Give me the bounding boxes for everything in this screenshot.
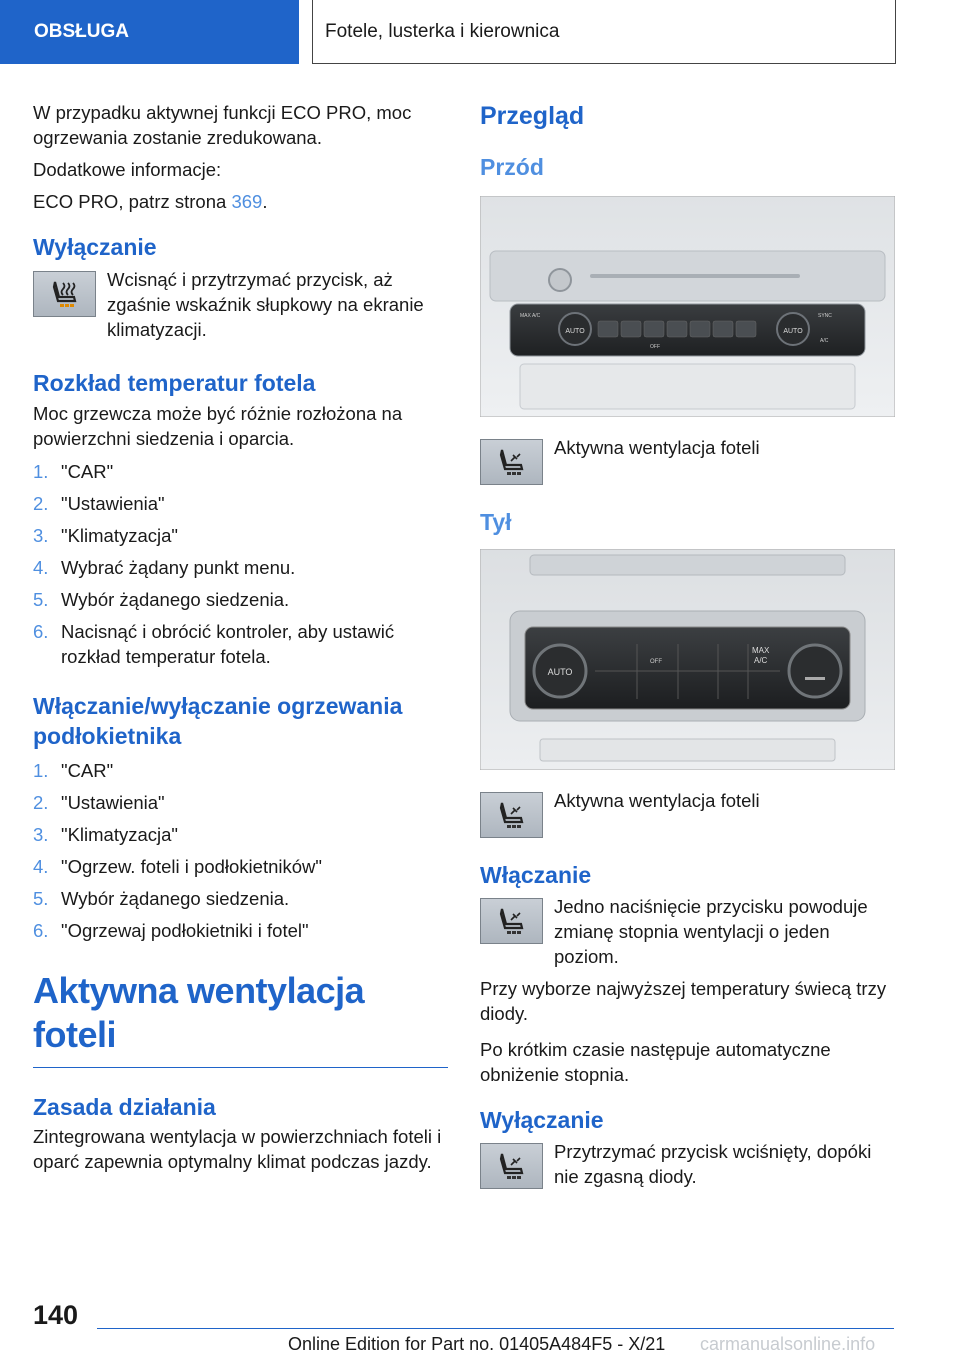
ventilation-on-heading: Włączanie <box>480 862 592 888</box>
watermark: carmanualsonline.info <box>700 1334 876 1354</box>
chapter-header <box>312 0 896 64</box>
heating-off-block <box>33 267 448 342</box>
front-caption: Aktywna wentylacja foteli <box>554 437 760 458</box>
list-item: 1. "CAR" <box>33 461 114 482</box>
front-off-label: OFF <box>650 344 660 350</box>
list-item: 3. "Klimatyzacja" <box>33 525 178 546</box>
rear-auto-knob-label: AUTO <box>547 667 573 677</box>
list-item: 4. "Ogrzew. foteli i podłokietników" <box>33 856 322 877</box>
front-heading: Przód <box>480 154 544 180</box>
ventilation-max-text: Przy wyborze najwyższej temperatury świecą trzy diody. <box>480 978 887 1024</box>
seat-ventilation-icon <box>480 439 543 485</box>
list-item: 6. "Ogrzewaj podłokietniki i fotel" <box>33 920 309 941</box>
list-item: 3. "Klimatyzacja" <box>33 824 178 845</box>
footer-divider <box>97 1328 894 1329</box>
front-caption-block <box>480 435 898 487</box>
list-item: 4. Wybrać żądany punkt menu. <box>33 557 296 578</box>
front-max-ac-label: MAX A/C <box>520 313 541 319</box>
list-item: 6. Nacisnąć i obrócić kontroler, aby ustawić rozkład temperatur fotela. <box>33 621 395 667</box>
seat-ventilation-icon <box>480 792 543 838</box>
front-ac-label: A/C <box>820 338 829 344</box>
list-item: 1. "CAR" <box>33 760 114 781</box>
list-item: 2. "Ustawienia" <box>33 493 165 514</box>
edition-note: Online Edition for Part no. 01405A484F5 - X/21 <box>288 1334 666 1354</box>
ventilation-off-text: Przytrzymać przycisk wciśnięty, dopóki nie zgasną diody. <box>554 1141 872 1187</box>
active-ventilation-heading: Aktywna wentylacja foteli <box>33 970 365 1055</box>
list-item: 5. Wybór żądanego siedzenia. <box>33 888 290 909</box>
armrest-heating-steps <box>33 758 448 943</box>
page-link-369[interactable]: 369 <box>231 191 263 212</box>
front-sync-label: SYNC <box>818 313 832 319</box>
list-item: 5. Wybór żądanego siedzenia. <box>33 589 290 610</box>
overview-heading: Przegląd <box>480 102 585 130</box>
seat-ventilation-icon <box>480 898 543 944</box>
heating-off-heading: Wyłączanie <box>33 234 157 260</box>
principle-text: Zintegrowana wentylacja w powierzchniach foteli i oparć zapewnia optymalny klimat podczas jazdy. <box>33 1126 442 1172</box>
principle-heading: Zasada działania <box>33 1094 216 1120</box>
rear-climate-panel-photo <box>480 549 895 770</box>
ventilation-on-block <box>480 894 898 969</box>
eco-pro-note: W przypadku aktywnej funkcji ECO PRO, moc ogrzewania zostanie zredukowana. <box>33 102 412 148</box>
rear-caption-block <box>480 788 898 840</box>
front-auto-right: AUTO <box>783 328 803 335</box>
front-climate-panel-photo <box>480 196 895 417</box>
section-divider <box>33 1067 448 1068</box>
ventilation-on-text: Jedno naciśnięcie przycisku powoduje zmianę stopnia wentylacji o jeden poziom. <box>554 896 868 967</box>
rear-max-label: MAX <box>752 646 770 655</box>
ventilation-auto-text: Po krótkim czasie następuje automatyczne obniżenie stopnia. <box>480 1039 831 1085</box>
temperature-distribution-heading: Rozkład temperatur fotela <box>33 370 316 396</box>
seat-ventilation-icon <box>480 1143 543 1189</box>
armrest-heating-heading: Włączanie/wyłączanie ogrzewania podłokietnika <box>33 693 403 749</box>
front-auto-left: AUTO <box>565 328 585 335</box>
temperature-distribution-text: Moc grzewcza może być różnie rozłożona na powierzchni siedzenia i oparcia. <box>33 403 403 449</box>
eco-pro-reference: ECO PRO, patrz strona 369. <box>33 191 268 212</box>
ventilation-off-heading: Wyłączanie <box>480 1107 604 1133</box>
rear-ac-label: A/C <box>754 656 768 665</box>
section-tab[interactable] <box>0 0 299 64</box>
list-item: 2. "Ustawienia" <box>33 792 165 813</box>
temperature-distribution-steps <box>33 459 448 669</box>
left-column <box>33 100 448 1174</box>
right-column <box>480 100 898 1193</box>
rear-caption: Aktywna wentylacja foteli <box>554 790 760 811</box>
section-label: OBSŁUGA <box>34 21 129 42</box>
chapter-title: Fotele, lusterka i kierownica <box>325 20 560 42</box>
rear-off-label: OFF <box>650 659 662 665</box>
additional-info-label: Dodatkowe informacje: <box>33 159 222 180</box>
rear-heading: Tył <box>480 509 512 535</box>
heating-off-text: Wcisnąć i przytrzymać przycisk, aż zgaśnie wskaźnik słupkowy na ekranie klimatyzacji. <box>107 269 424 340</box>
ventilation-off-block <box>480 1139 898 1191</box>
seat-heating-button-icon <box>33 271 96 317</box>
page-number: 140 <box>33 1300 79 1330</box>
